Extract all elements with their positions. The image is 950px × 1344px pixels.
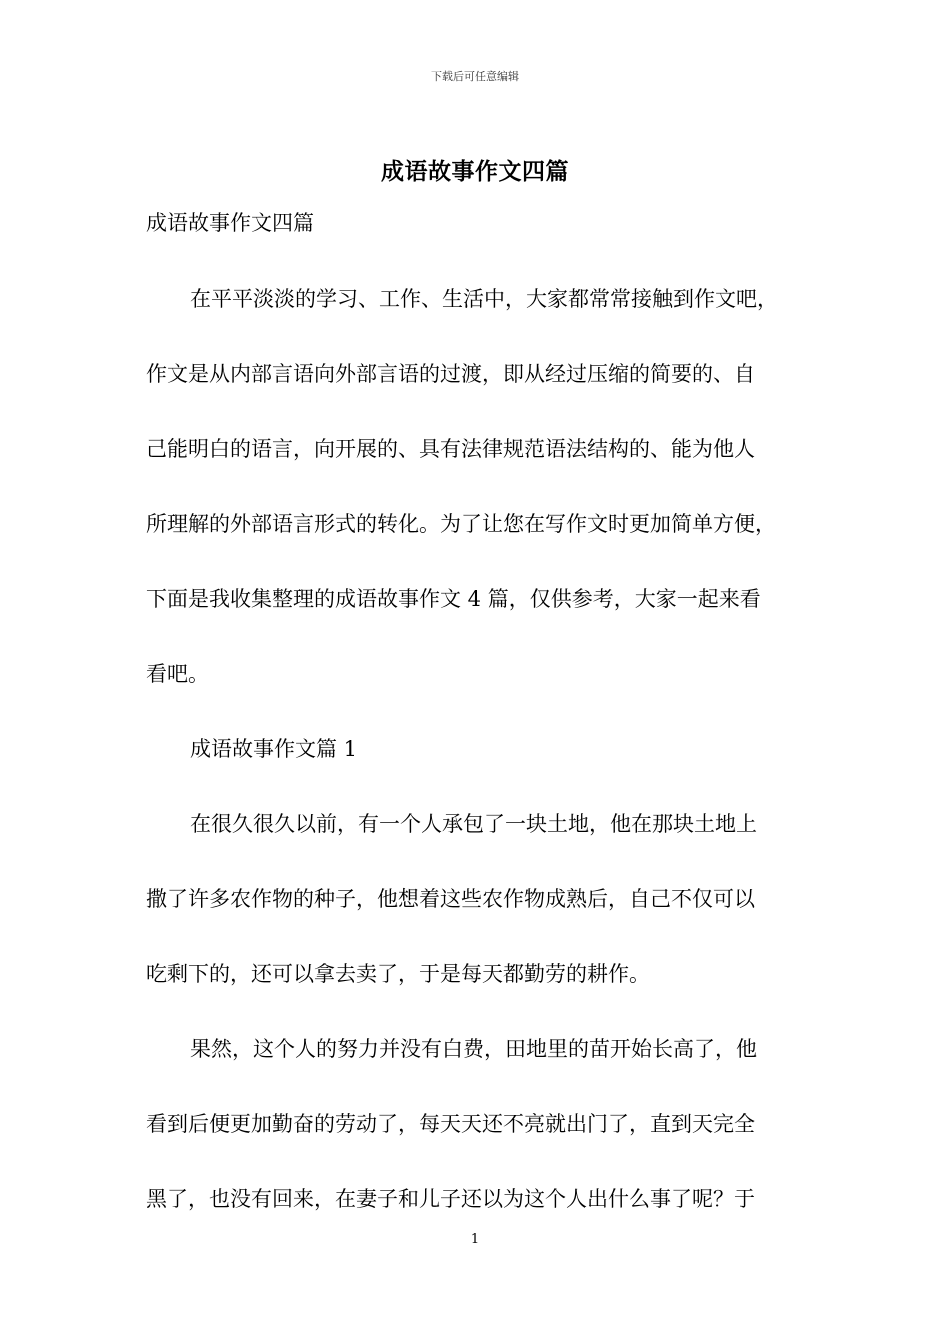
document-title: 成语故事作文四篇	[381, 158, 569, 185]
paragraph-line: 下面是我收集整理的成语故事作文 4 篇，仅供参考，大家一起来看	[146, 587, 761, 611]
page-number: 1	[470, 1232, 480, 1247]
paragraph-line: 撒了许多农作物的种子，他想着这些农作物成熟后，自己不仅可以	[146, 887, 755, 911]
paragraph-line: 黑了，也没有回来，在妻子和儿子还以为这个人出什么事了呢？于	[146, 1187, 755, 1211]
paragraph-line: 作文是从内部言语向外部言语的过渡，即从经过压缩的简要的、自	[146, 362, 755, 386]
paragraph-line: 看吧。	[146, 662, 209, 686]
section-heading: 成语故事作文篇 1	[190, 737, 358, 761]
document-subtitle: 成语故事作文四篇	[146, 211, 314, 235]
paragraph-line: 在很久很久以前，有一个人承包了一块土地，他在那块土地上	[190, 812, 757, 836]
paragraph-line: 所理解的外部语言形式的转化。为了让您在写作文时更加简单方便，	[146, 512, 776, 536]
header-note: 下载后可任意编辑	[431, 70, 519, 83]
paragraph-line: 看到后便更加勤奋的劳动了，每天天还不亮就出门了，直到天完全	[146, 1112, 755, 1136]
paragraph-line: 己能明白的语言，向开展的、具有法律规范语法结构的、能为他人	[146, 437, 755, 461]
paragraph-line: 果然，这个人的努力并没有白费，田地里的苗开始长高了，他	[190, 1037, 757, 1061]
paragraph-line: 在平平淡淡的学习、工作、生活中，大家都常常接触到作文吧，	[190, 287, 778, 311]
paragraph-line: 吃剩下的，还可以拿去卖了，于是每天都勤劳的耕作。	[146, 962, 650, 986]
